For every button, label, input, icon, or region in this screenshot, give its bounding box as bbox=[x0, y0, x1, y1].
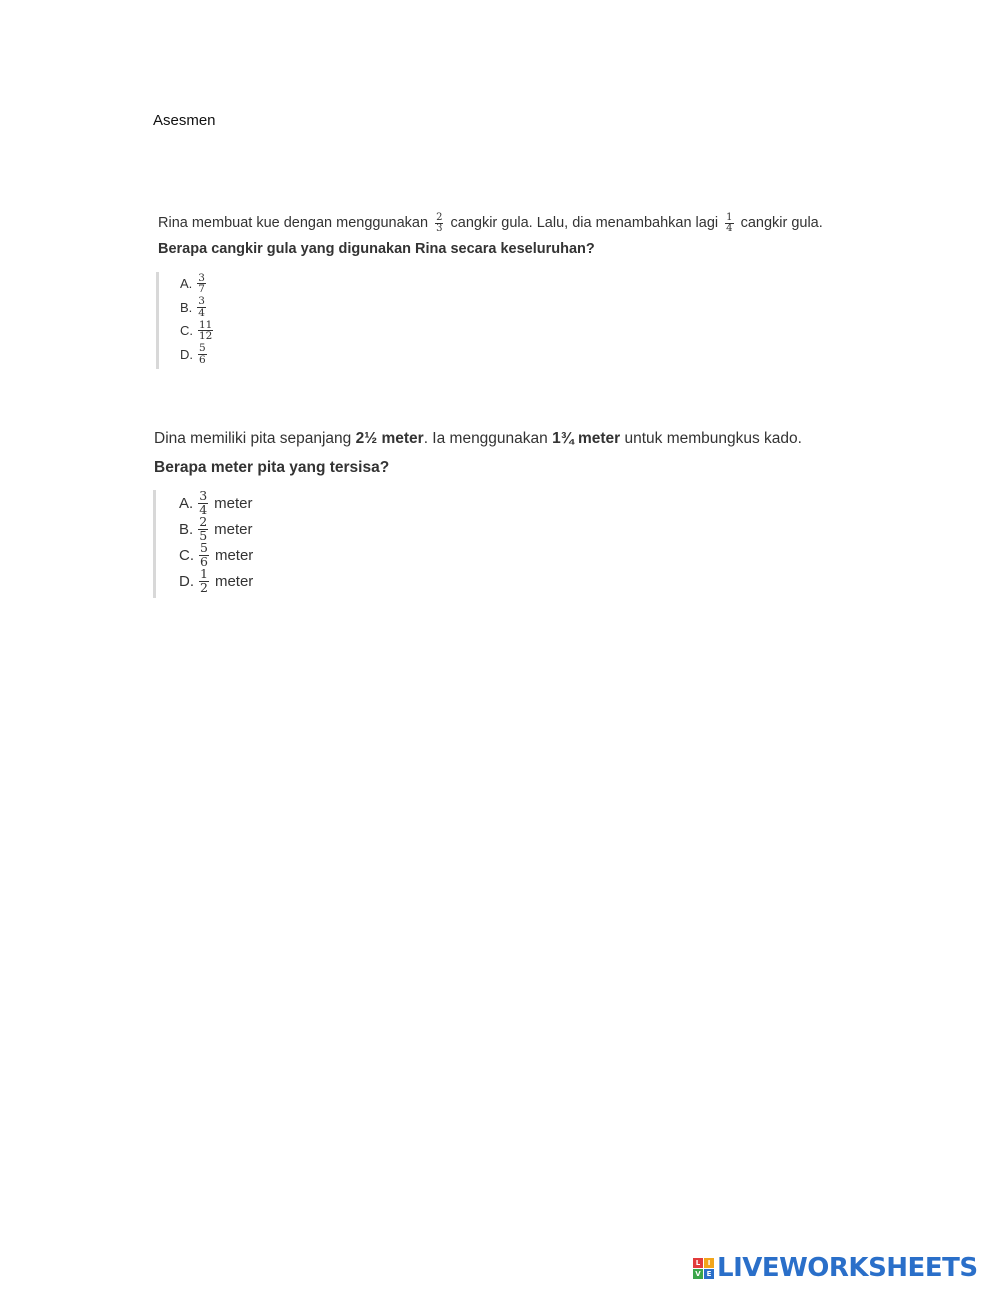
question-2-options bbox=[153, 490, 253, 598]
fraction-denominator: 4 bbox=[198, 306, 205, 319]
fraction-denominator: 4 bbox=[199, 501, 208, 517]
logo-tile: E bbox=[704, 1269, 714, 1279]
q2-option-b[interactable] bbox=[179, 516, 253, 542]
option-unit: meter bbox=[214, 546, 254, 564]
q1-option-d[interactable] bbox=[180, 343, 216, 367]
option-fraction bbox=[197, 273, 206, 295]
logo-tile: I bbox=[704, 1258, 714, 1268]
option-fraction bbox=[198, 320, 213, 342]
option-letter: C. bbox=[179, 546, 194, 564]
fraction-numerator: 2 bbox=[436, 211, 443, 223]
q2-option-a[interactable] bbox=[179, 490, 253, 516]
q2-option-d[interactable] bbox=[179, 568, 253, 594]
option-unit: meter bbox=[214, 572, 254, 590]
option-fraction bbox=[198, 343, 207, 365]
question-2 bbox=[154, 424, 802, 482]
q2-text-post: untuk membungkus kado. bbox=[624, 430, 802, 447]
q2-text-mid: . Ia menggunakan bbox=[423, 430, 548, 447]
fraction-denominator: 4 bbox=[726, 222, 733, 234]
option-letter: A. bbox=[180, 276, 193, 292]
question-1 bbox=[158, 210, 823, 262]
fraction-denominator: 6 bbox=[200, 553, 208, 569]
fraction-numerator: 2 bbox=[199, 514, 208, 529]
option-unit: meter bbox=[214, 520, 253, 538]
fraction-numerator: 11 bbox=[199, 318, 213, 331]
liveworksheets-logo bbox=[693, 1253, 978, 1283]
q1-option-c[interactable] bbox=[180, 319, 216, 343]
logo-wordmark: LIVEWORKSHEETS bbox=[717, 1253, 978, 1283]
fraction-numerator: 3 bbox=[199, 488, 208, 503]
q1-text-post: cangkir gula. bbox=[740, 215, 823, 231]
fraction-denominator: 6 bbox=[199, 353, 206, 366]
question-1-prompt: Berapa cangkir gula yang digunakan Rina secara keseluruhan? bbox=[158, 241, 595, 257]
option-fraction bbox=[198, 490, 208, 516]
option-fraction bbox=[197, 296, 206, 318]
q2-length-total: 2½ meter bbox=[355, 430, 424, 447]
fraction-numerator: 3 bbox=[198, 271, 205, 284]
option-letter: D. bbox=[179, 572, 194, 590]
question-2-prompt: Berapa meter pita yang tersisa? bbox=[154, 459, 390, 476]
q1-fraction-b bbox=[725, 213, 733, 234]
fraction-numerator: 1 bbox=[200, 566, 208, 581]
question-1-statement bbox=[158, 210, 823, 236]
fraction-numerator: 3 bbox=[198, 295, 205, 308]
q1-option-a[interactable] bbox=[180, 272, 216, 296]
q2-option-c[interactable] bbox=[179, 542, 253, 568]
option-letter: A. bbox=[179, 494, 194, 512]
fraction-denominator: 12 bbox=[199, 330, 213, 343]
option-fraction bbox=[199, 542, 209, 568]
option-fraction bbox=[198, 516, 208, 542]
option-letter: C. bbox=[180, 323, 193, 339]
option-unit: meter bbox=[214, 494, 253, 512]
logo-tiles-icon bbox=[693, 1258, 714, 1279]
fraction-denominator: 5 bbox=[199, 527, 208, 543]
option-letter: D. bbox=[180, 346, 193, 362]
q2-length-used: 1¾ meter bbox=[552, 430, 621, 447]
question-2-statement bbox=[154, 424, 802, 453]
q1-text-pre: Rina membuat kue dengan menggunakan bbox=[158, 215, 429, 231]
fraction-denominator: 2 bbox=[200, 579, 208, 595]
fraction-numerator: 1 bbox=[726, 211, 733, 223]
fraction-numerator: 5 bbox=[199, 342, 206, 355]
fraction-numerator: 5 bbox=[200, 540, 208, 555]
option-letter: B. bbox=[179, 520, 194, 538]
document-title: Asesmen bbox=[153, 112, 216, 129]
question-1-options bbox=[156, 272, 216, 369]
q1-fraction-a bbox=[435, 213, 443, 234]
q1-text-mid: cangkir gula. Lalu, dia menambahkan lagi bbox=[450, 215, 719, 231]
fraction-denominator: 7 bbox=[198, 283, 205, 296]
option-fraction bbox=[199, 568, 209, 594]
logo-tile: L bbox=[693, 1258, 703, 1268]
option-letter: B. bbox=[180, 299, 193, 315]
q2-text-pre: Dina memiliki pita sepanjang bbox=[154, 430, 352, 447]
q1-option-b[interactable] bbox=[180, 296, 216, 320]
logo-tile: V bbox=[693, 1269, 703, 1279]
fraction-denominator: 3 bbox=[436, 222, 443, 234]
